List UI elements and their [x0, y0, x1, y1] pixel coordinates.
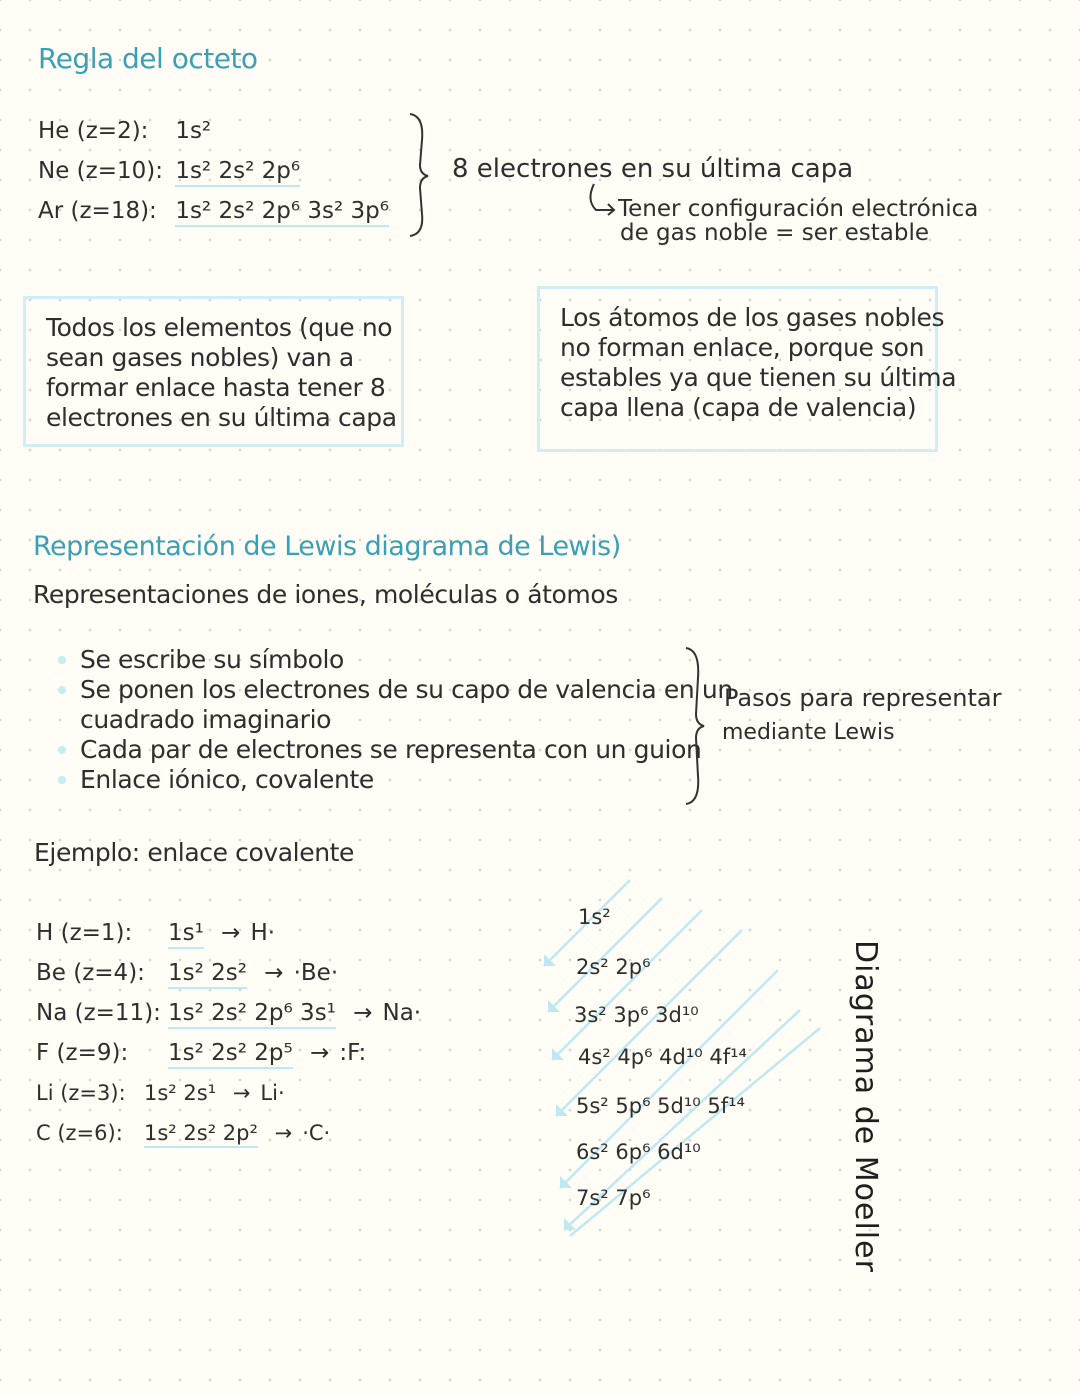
arrow-icon: →	[310, 1040, 330, 1066]
moeller-row: 7s² 7p⁶	[576, 1186, 651, 1210]
box-line: estables ya que tienen su última	[560, 363, 957, 392]
brace-steps	[680, 644, 710, 808]
step-text: Cada par de electrones se representa con un guion	[80, 735, 702, 764]
octet-rule-box	[23, 296, 404, 447]
moeller-diagram-label: Diagrama de Moeller	[848, 940, 883, 1273]
arrow-icon: →	[221, 920, 241, 946]
box-line: Todos los elementos (que no	[46, 313, 393, 342]
arrow-icon: →	[274, 1121, 293, 1145]
example-row-h	[36, 913, 421, 953]
example-row-na	[36, 993, 421, 1033]
config-element: He (z=2):	[38, 118, 149, 144]
example-title: Ejemplo: enlace covalente	[34, 838, 355, 867]
box-line: no forman enlace, porque son	[560, 333, 925, 362]
arrow-icon: →	[264, 960, 284, 986]
moeller-row: 3s² 3p⁶ 3d¹⁰	[574, 1003, 699, 1027]
list-item	[34, 765, 733, 795]
noble-gas-note-line1: Tener configuración electrónica	[618, 196, 979, 222]
brace-configs	[404, 110, 434, 240]
box-line: formar enlace hasta tener 8	[46, 373, 386, 402]
config-element: Ne (z=10):	[38, 158, 163, 184]
element-label: F (z=9):	[36, 1040, 129, 1066]
steps-note-line1: Pasos para representar	[724, 684, 1002, 712]
config-value: 1s²	[175, 118, 212, 144]
noble-gases-box	[537, 286, 957, 452]
moeller-row: 5s² 5p⁶ 5d¹⁰ 5f¹⁴	[576, 1094, 745, 1118]
box-line: capa llena (capa de valencia)	[560, 393, 917, 422]
lewis-steps-list	[34, 645, 733, 795]
section-title-lewis: Representación de Lewis diagrama de Lewis)	[33, 531, 621, 562]
example-row-c	[36, 1113, 421, 1153]
box-line: sean gases nobles) van a	[46, 343, 354, 372]
example-rows	[36, 913, 421, 1153]
element-label: C (z=6):	[36, 1121, 123, 1145]
moeller-row: 4s² 4p⁶ 4d¹⁰ 4f¹⁴	[578, 1045, 747, 1069]
moeller-row: 6s² 6p⁶ 6d¹⁰	[576, 1140, 701, 1164]
list-item	[34, 735, 733, 765]
lewis-symbol: ·C·	[302, 1121, 331, 1145]
step-text-cont: cuadrado imaginario	[80, 705, 332, 734]
list-item	[34, 645, 733, 675]
step-text: Se ponen los electrones de su capo de valencia en un	[80, 675, 733, 704]
step-text: Se escribe su símbolo	[80, 645, 344, 674]
eight-electrons-note: 8 electrones en su última capa	[452, 154, 854, 184]
lewis-symbol: H·	[250, 920, 276, 946]
moeller-row: 1s²	[578, 905, 611, 929]
lewis-symbol: :F:	[339, 1040, 367, 1066]
element-label: H (z=1):	[36, 920, 133, 946]
step-text: Enlace iónico, covalente	[80, 765, 374, 794]
config-value: 1s² 2s² 2p⁵	[168, 1040, 293, 1069]
list-item	[34, 675, 733, 735]
example-row-be	[36, 953, 421, 993]
arrow-icon: →	[353, 1000, 373, 1026]
steps-note-line2: mediante Lewis	[722, 720, 895, 745]
config-ne	[38, 158, 300, 184]
arrow-icon: →	[232, 1081, 251, 1105]
box-line: Los átomos de los gases nobles	[560, 303, 945, 332]
moeller-row: 2s² 2p⁶	[576, 955, 651, 979]
config-value: 1s¹	[168, 920, 204, 949]
config-value: 1s² 2s² 2p⁶ 3s¹	[168, 1000, 336, 1029]
element-label: Na (z=11):	[36, 1000, 161, 1026]
example-row-li	[36, 1073, 421, 1113]
element-label: Be (z=4):	[36, 960, 145, 986]
config-element: Ar (z=18):	[38, 198, 157, 224]
config-value: 1s² 2s² 2p⁶	[175, 158, 300, 187]
noble-gas-note-line2: de gas noble = ser estable	[620, 220, 930, 246]
config-value: 1s² 2s² 2p²	[144, 1121, 258, 1148]
lewis-subtitle: Representaciones de iones, moléculas o átomos	[33, 580, 618, 609]
section-title-octeto: Regla del octeto	[38, 42, 258, 75]
config-value: 1s² 2s¹	[144, 1081, 217, 1105]
lewis-symbol: Na·	[382, 1000, 422, 1026]
config-value: 1s² 2s² 2p⁶ 3s² 3p⁶	[175, 198, 389, 227]
lewis-symbol: ·Be·	[293, 960, 339, 986]
element-label: Li (z=3):	[36, 1081, 126, 1105]
config-ar	[38, 198, 389, 224]
lewis-symbol: Li·	[260, 1081, 285, 1105]
box-line: electrones en su última capa	[46, 403, 397, 432]
config-value: 1s² 2s²	[168, 960, 247, 989]
example-row-f	[36, 1033, 421, 1073]
config-he	[38, 118, 211, 144]
hook-arrow-icon	[584, 182, 620, 218]
